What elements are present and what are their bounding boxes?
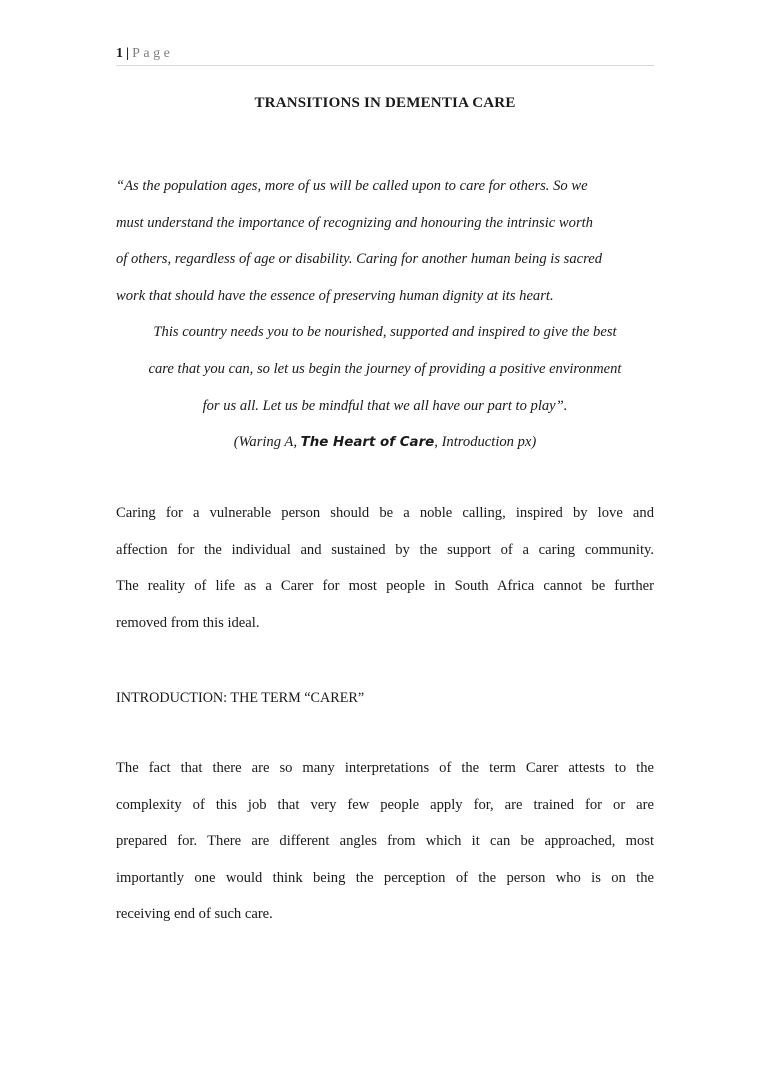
paragraph-line: The reality of life as a Carer for most people in South Africa cannot be further <box>116 578 654 594</box>
paragraph-line: removed from this ideal. <box>116 614 260 631</box>
quote-attribution <box>116 434 654 451</box>
paragraph-line: receiving end of such care. <box>116 906 273 922</box>
attribution-prefix: (Waring A, <box>233 434 301 451</box>
quote-line: care that you can, so let us begin the journey of providing a positive environment <box>148 360 622 377</box>
page-header <box>116 46 654 66</box>
opening-quote <box>116 178 654 451</box>
paragraph-line: The fact that there are so many interpretations of the term Carer attests to the <box>116 760 654 776</box>
section-heading: INTRODUCTION: THE TERM “CARER” <box>116 690 365 706</box>
quote-line: for us all. Let us be mindful that we all have our part to play”. <box>202 397 568 414</box>
page-label: Page <box>132 46 174 61</box>
page-number: 1 <box>116 46 123 61</box>
attribution-book-title: The Heart of Care <box>300 435 435 451</box>
paragraph-line: Caring for a vulnerable person should be a noble calling, inspired by love and <box>116 505 654 521</box>
paragraph-carer-term <box>116 760 654 943</box>
quote-line: “As the population ages, more of us will be called upon to care for others. So we <box>116 178 588 194</box>
paragraph-caring <box>116 505 654 651</box>
header-separator: | <box>126 46 130 61</box>
quote-line: must understand the importance of recognizing and honouring the intrinsic worth <box>116 214 593 231</box>
paragraph-line: prepared for. There are different angles from which it can be approached, most <box>116 833 654 849</box>
paragraph-line: importantly one would think being the perception of the person who is on the <box>116 869 654 886</box>
attribution-suffix: , Introduction px) <box>434 434 537 451</box>
paragraph-line: affection for the individual and sustained by the support of a caring community. <box>116 541 654 558</box>
quote-line: of others, regardless of age or disability. Caring for another human being is sacred <box>116 251 603 268</box>
quote-line: work that should have the essence of preserving human dignity at its heart. <box>116 287 554 304</box>
paragraph-line: complexity of this job that very few people apply for, are trained for or are <box>116 796 654 813</box>
document-title: TRANSITIONS IN DEMENTIA CARE <box>254 95 516 111</box>
quote-line: This country needs you to be nourished, supported and inspired to give the best <box>153 324 617 341</box>
